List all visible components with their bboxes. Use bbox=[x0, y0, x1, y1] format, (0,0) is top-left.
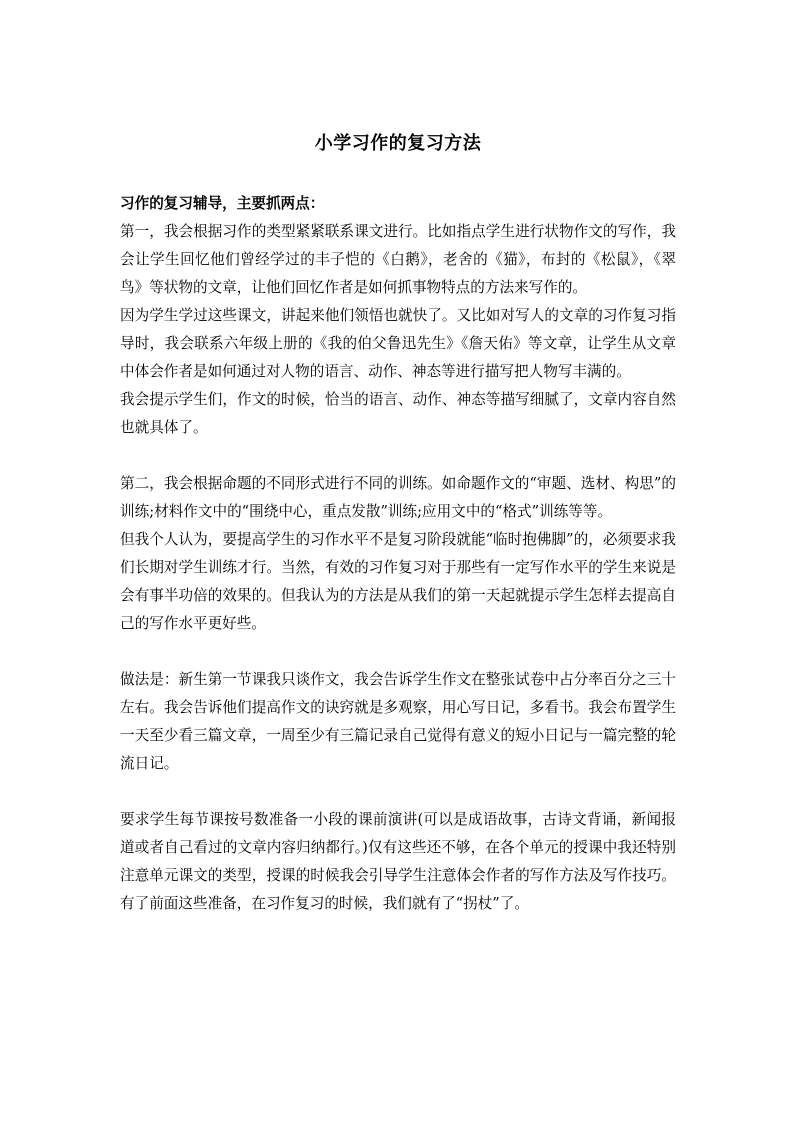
paragraph-2: 因为学生学过这些课文，讲起来他们领悟也就快了。又比如对写人的文章的习作复习指导时，我会联系六年级上册的《我的伯父鲁迅先生》《詹天佑》等文章，让学生从文章中体会作者是如何通过对人物的语言、动作、神态等进行描写把人物写丰满的。 bbox=[120, 307, 676, 380]
paragraph-spacer bbox=[120, 638, 676, 666]
paragraph-7: 要求学生每节课按号数准备一小段的课前演讲(可以是成语故事，古诗文背诵，新闻报道或者自己看过的文章内容归纳都行。)仅有这些还不够，在各个单元的授课中我还特别注意单元课文的类型，授课的时候我会引导学生注意体会作者的写作方法及写作技巧。有了前面这些准备，在习作复习的时候，我们就有了“拐杖”了。 bbox=[120, 811, 676, 912]
paragraph-spacer bbox=[120, 442, 676, 470]
paragraph-1: 第一，我会根据习作的类型紧紧联系课文进行。比如指点学生进行状物作文的写作，我会让学生回忆他们曾经学过的丰子恺的《白鹅》，老舍的《猫》，布封的《松鼠》，《翠鸟》等状物的文章，让他们回忆作者是如何抓事物特点的方法来写作的。 bbox=[120, 223, 676, 296]
paragraph-5: 但我个人认为，要提高学生的习作水平不是复习阶段就能“临时抱佛脚”的，必须要求我们长期对学生训练才行。当然，有效的习作复习对于那些有一定写作水平的学生来说是会有事半功倍的效果的。但我认为的方法是从我们的第一天起就提示学生怎样去提高自己的写作水平更好些。 bbox=[120, 531, 676, 632]
paragraph-4: 第二，我会根据命题的不同形式进行不同的训练。如命题作文的“审题、选材、构思”的训练;材料作文中的“围绕中心，重点发散”训练;应用文中的“格式”训练等等。 bbox=[120, 475, 676, 520]
document-body bbox=[120, 190, 676, 918]
paragraph-3: 我会提示学生们，作文的时候，恰当的语言、动作、神态等描写细腻了，文章内容自然也就具体了。 bbox=[120, 391, 676, 436]
document-title: 小学习作的复习方法 bbox=[314, 133, 482, 154]
lead-heading: 习作的复习辅导，主要抓两点： bbox=[120, 195, 325, 212]
paragraph-spacer bbox=[120, 778, 676, 806]
paragraph-6: 做法是：新生第一节课我只谈作文，我会告诉学生作文在整张试卷中占分率百分之三十左右。我会告诉他们提高作文的诀窍就是多观察，用心写日记，多看书。我会布置学生一天至少看三篇文章，一周至少有三篇记录自己觉得有意义的短小日记与一篇完整的轮流日记。 bbox=[120, 671, 676, 772]
